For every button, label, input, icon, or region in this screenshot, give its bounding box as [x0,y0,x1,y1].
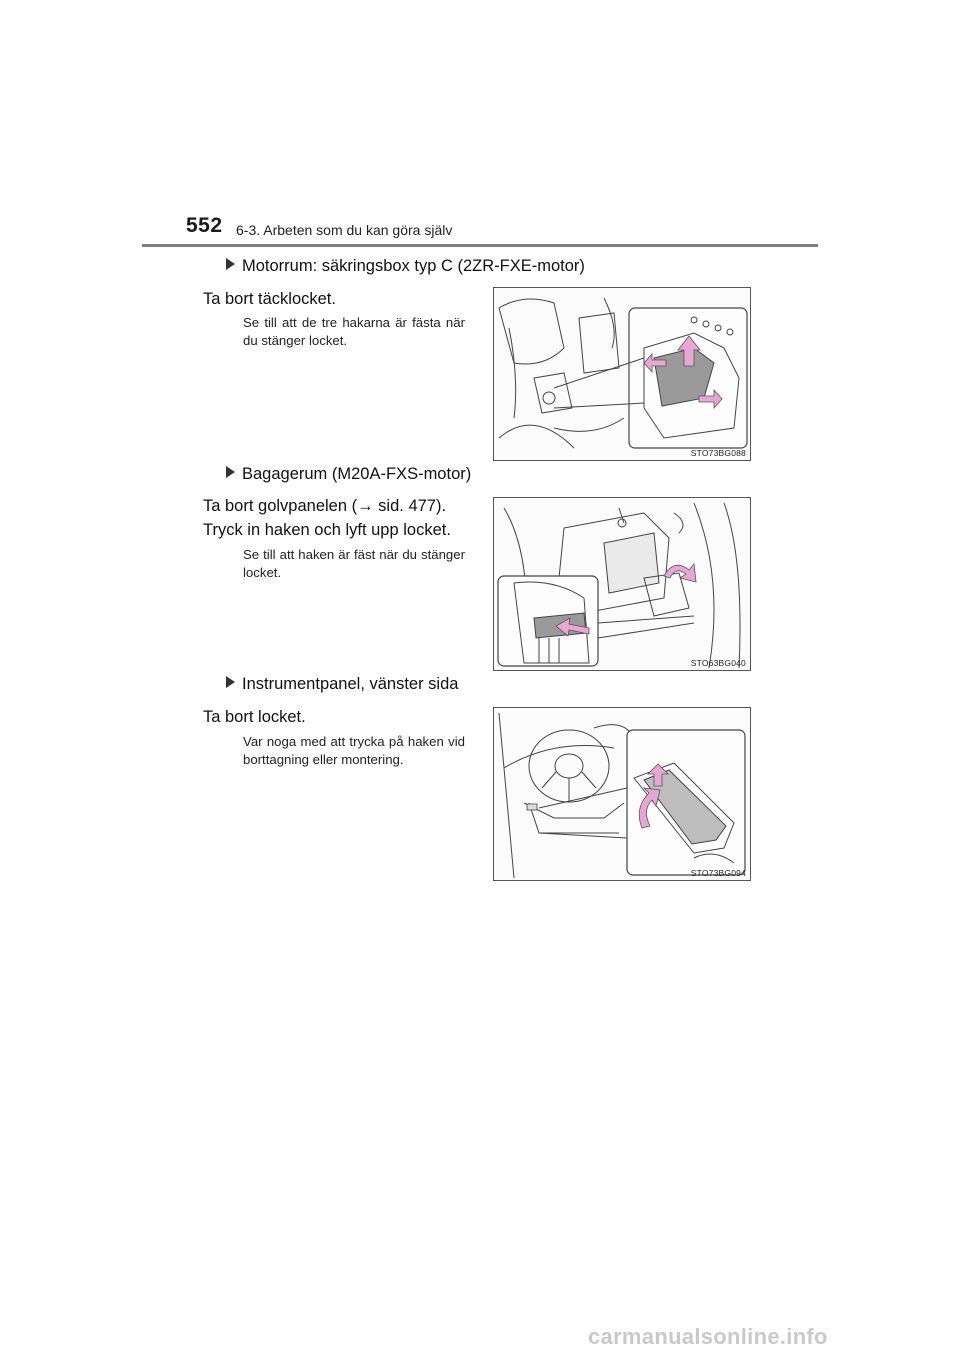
chapter-title: 6-3. Arbeten som du kan göra själv [236,222,453,238]
figure-engine-fusebox [493,287,751,461]
triangle-bullet-icon [226,466,235,478]
section-heading-instrument-panel: Instrumentpanel, vänster sida [226,675,458,694]
step-press-hook: Tryck in haken och lyft upp locket. [203,521,451,539]
note-press-hook: Var noga med att trycka på haken vid borttagning eller montering. [243,734,465,767]
step-remove-cover: Ta bort täcklocket. [203,290,336,308]
instrument-panel-illustration [494,708,750,880]
triangle-bullet-icon [226,258,235,270]
section-heading-engine-fusebox: Motorrum: säkringsbox typ C (2ZR-FXE-motor) [226,257,585,276]
figure-code: STO73BG088 [690,448,746,458]
step-remove-floor-panel: Ta bort golvpanelen (→ sid. 477). [203,497,447,515]
section-heading-luggage: Bagagerum (M20A-FXS-motor) [226,465,471,484]
note-hooks: Se till att de tre hakarna är fästa när du stänger locket. [243,315,465,348]
figure-luggage-fusebox [493,497,751,671]
figure-code: STO73BG094 [690,868,746,878]
page-number: 552 [186,214,223,237]
engine-compartment-illustration [494,288,750,460]
luggage-compartment-illustration [494,498,750,670]
note-hook-fastened: Se till att haken är fäst när du stänger locket. [243,547,465,580]
figure-instrument-panel [493,707,751,881]
header-rule [142,244,818,247]
triangle-bullet-icon [226,676,235,688]
figure-code: STO63BG040 [690,658,746,668]
step-remove-lid: Ta bort locket. [203,708,306,726]
watermark: carmanualsonline.info [588,1324,828,1349]
